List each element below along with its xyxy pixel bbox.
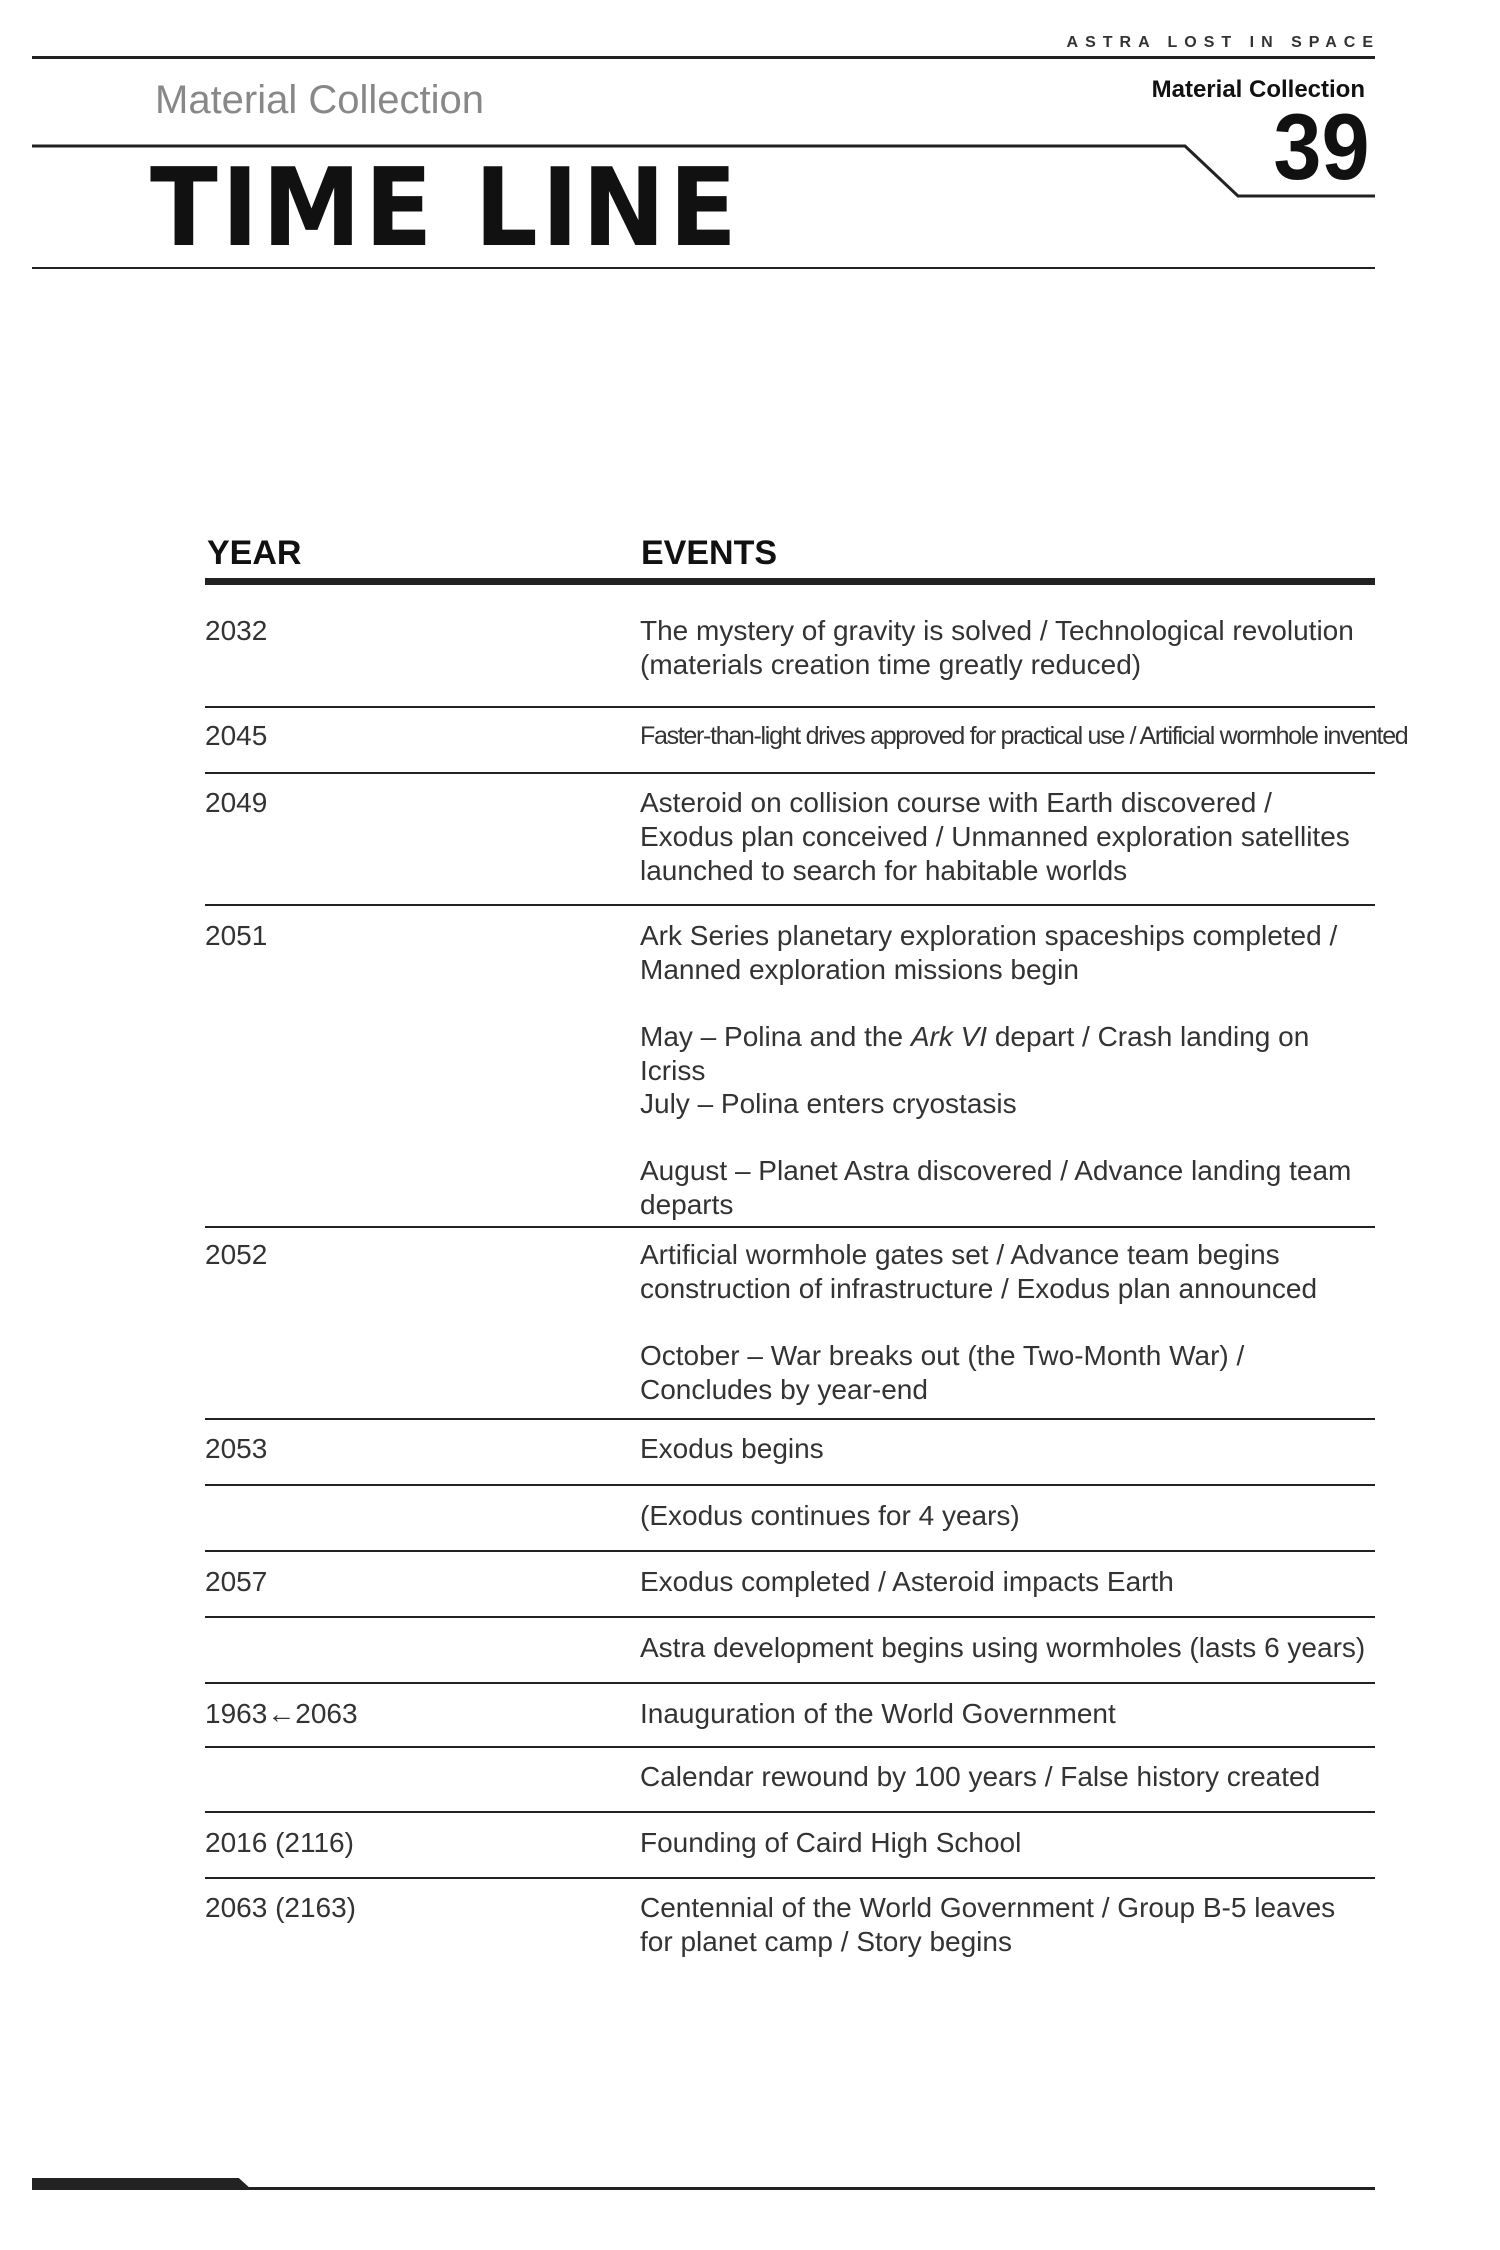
row-year: 1963←2063 — [205, 1698, 358, 1729]
page-title: TIME LINE — [150, 146, 741, 271]
row-divider — [205, 1550, 1375, 1552]
row-event: Centennial of the World Government / Group B-5 leaves for planet camp / Story begins — [640, 1892, 1336, 1957]
row-event: Calendar rewound by 100 years / False history created — [640, 1761, 1321, 1792]
row-divider — [205, 904, 1375, 906]
section-label: Material Collection — [155, 78, 485, 122]
row-divider — [205, 1418, 1375, 1420]
row-divider — [205, 772, 1375, 774]
row-year: 2016 (2116) — [205, 1827, 354, 1858]
row-event: August – Planet Astra discovered / Advance landing team departs — [640, 1155, 1352, 1220]
row-year: 2057 — [205, 1566, 268, 1597]
row-divider — [205, 1811, 1375, 1813]
row-event: Asteroid on collision course with Earth discovered / Exodus plan conceived / Unmanned exploration satellites launched to search for habitable worlds — [640, 787, 1350, 886]
row-event: Astra development begins using wormholes (lasts 6 years) — [640, 1632, 1366, 1663]
row-event: Exodus completed / Asteroid impacts Earth — [640, 1566, 1174, 1597]
page-number: 39 — [1273, 94, 1370, 199]
row-divider — [205, 1226, 1375, 1228]
year-column-header: YEAR — [207, 534, 302, 572]
row-divider — [205, 706, 1375, 708]
events-column-header: EVENTS — [641, 534, 778, 572]
row-event: Founding of Caird High School — [640, 1827, 1022, 1858]
row-divider — [205, 1746, 1375, 1748]
row-divider — [205, 1616, 1375, 1618]
table-header-rule — [205, 578, 1375, 585]
row-event: Artificial wormhole gates set / Advance team begins construction of infrastructure / Exodus plan announced — [640, 1239, 1318, 1304]
row-divider — [205, 1682, 1375, 1684]
row-event: Faster-than-light drives approved for practical use / Artificial wormhole invented — [640, 722, 1408, 750]
footer-rule — [32, 2187, 1375, 2190]
row-event: Exodus begins — [640, 1433, 824, 1464]
row-year: 2052 — [205, 1239, 268, 1270]
row-year: 2032 — [205, 615, 268, 646]
row-year: 2049 — [205, 787, 268, 818]
row-year: 2051 — [205, 920, 268, 951]
row-event: July – Polina enters cryostasis — [640, 1088, 1017, 1119]
row-year: 2063 (2163) — [205, 1892, 357, 1923]
row-event: Ark Series planetary exploration spaceships completed / Manned exploration missions begin — [640, 920, 1338, 985]
ship-name: Ark VI — [910, 1021, 988, 1052]
row-divider — [205, 1484, 1375, 1486]
row-year: 2053 — [205, 1433, 268, 1464]
collection-label: Material Collection — [1151, 76, 1365, 103]
row-divider — [205, 1877, 1375, 1879]
series-name: ASTRA LOST IN SPACE — [1066, 34, 1380, 51]
row-event: May – Polina and the Ark VI depart / Crash landing on Icriss — [640, 1021, 1310, 1086]
row-year: 2045 — [205, 720, 268, 751]
row-event: Inauguration of the World Government — [640, 1698, 1116, 1729]
row-event: (Exodus continues for 4 years) — [640, 1500, 1020, 1531]
row-event: October – War breaks out (the Two-Month War) / Concludes by year-end — [640, 1340, 1245, 1405]
row-event: The mystery of gravity is solved / Technological revolution (materials creation time greatly reduced) — [640, 615, 1354, 680]
